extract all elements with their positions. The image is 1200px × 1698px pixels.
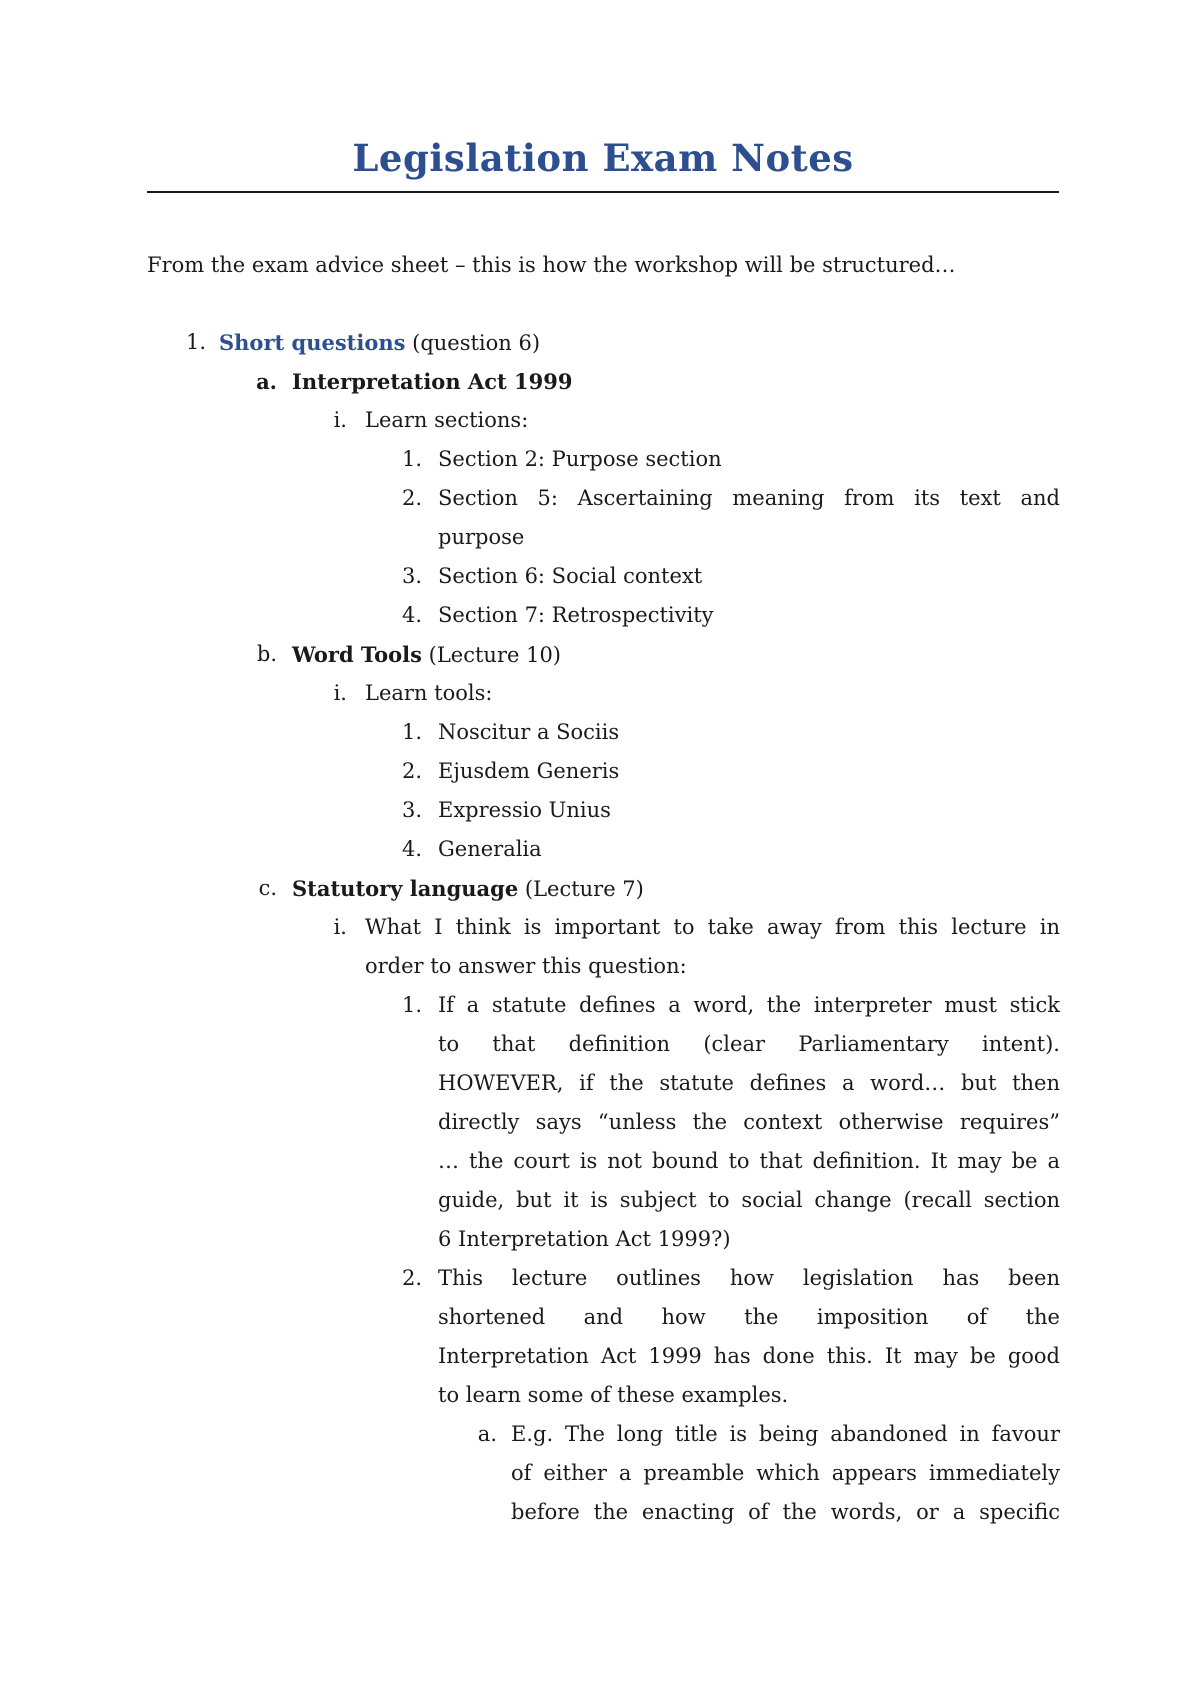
list-item-paragraph bbox=[438, 986, 1060, 1259]
list-number: 2. bbox=[401, 759, 422, 783]
list-number: 1. bbox=[401, 447, 422, 471]
list-number: 4. bbox=[401, 837, 422, 861]
page-title: Legislation Exam Notes bbox=[352, 136, 854, 180]
list-letter: b. bbox=[256, 642, 277, 666]
list-number: 1. bbox=[401, 993, 422, 1017]
text-line: This lecture outlines how legislation has been bbox=[438, 1266, 1060, 1290]
list-roman: i. bbox=[333, 915, 347, 939]
list-letter: c. bbox=[258, 876, 277, 900]
text-line: shortened and how the imposition of the bbox=[438, 1305, 1060, 1329]
intro-text: From the exam advice sheet – this is how the workshop will be structured… bbox=[147, 253, 956, 277]
text-line: purpose bbox=[438, 525, 525, 549]
list-item-text: Noscitur a Sociis bbox=[438, 720, 620, 744]
list-item-paragraph bbox=[438, 479, 1060, 557]
subsection-heading: Word Tools bbox=[292, 642, 422, 667]
text-line: Interpretation Act 1999 has done this. It may be good bbox=[438, 1344, 1060, 1368]
list-number: 2. bbox=[401, 486, 422, 510]
text-line: E.g. The long title is being abandoned in favour bbox=[511, 1422, 1060, 1446]
text-line: of either a preamble which appears immediately bbox=[511, 1461, 1060, 1485]
list-item-statutory-language bbox=[292, 869, 644, 908]
list-item-paragraph bbox=[511, 1415, 1060, 1532]
section-note: (question 6) bbox=[412, 331, 541, 355]
list-item-text: Expressio Unius bbox=[438, 798, 611, 822]
subsection-note: (Lecture 10) bbox=[428, 643, 562, 667]
text-line: Section 5: Ascertaining meaning from its text and bbox=[438, 486, 1060, 510]
text-line: to that definition (clear Parliamentary intent). bbox=[438, 1032, 1060, 1056]
list-item-short-questions bbox=[219, 323, 540, 362]
text-line: order to answer this question: bbox=[365, 954, 687, 978]
list-item-text: Learn tools: bbox=[365, 681, 493, 705]
list-letter: a. bbox=[477, 1422, 497, 1446]
list-letter: a. bbox=[256, 369, 277, 394]
list-item-paragraph bbox=[365, 908, 1060, 986]
list-number: 3. bbox=[401, 798, 422, 822]
title-underline bbox=[147, 191, 1059, 193]
subsection-heading: Interpretation Act 1999 bbox=[292, 369, 573, 394]
list-number: 3. bbox=[401, 564, 422, 588]
text-line: HOWEVER, if the statute defines a word… but then bbox=[438, 1071, 1060, 1095]
text-line: guide, but it is subject to social change (recall section bbox=[438, 1188, 1060, 1212]
text-line: to learn some of these examples. bbox=[438, 1383, 789, 1407]
subsection-heading: Statutory language bbox=[292, 876, 519, 901]
list-item-word-tools bbox=[292, 635, 561, 674]
list-item-text: Ejusdem Generis bbox=[438, 759, 620, 783]
subsection-note: (Lecture 7) bbox=[524, 877, 644, 901]
list-roman: i. bbox=[333, 408, 347, 432]
list-item-text: Generalia bbox=[438, 837, 542, 861]
list-item-text: Section 6: Social context bbox=[438, 564, 703, 588]
section-heading: Short questions bbox=[219, 330, 406, 355]
list-number: 2. bbox=[401, 1266, 422, 1290]
text-line: What I think is important to take away from this lecture in bbox=[365, 915, 1060, 939]
list-item-text: Learn sections: bbox=[365, 408, 529, 432]
list-roman: i. bbox=[333, 681, 347, 705]
text-line: If a statute defines a word, the interpreter must stick bbox=[438, 993, 1060, 1017]
list-item-text: Section 7: Retrospectivity bbox=[438, 603, 714, 627]
list-number: 4. bbox=[401, 603, 422, 627]
list-number: 1. bbox=[185, 330, 206, 354]
text-line: 6 Interpretation Act 1999?) bbox=[438, 1227, 731, 1251]
list-item-paragraph bbox=[438, 1259, 1060, 1415]
text-line: directly says “unless the context otherwise requires” bbox=[438, 1110, 1060, 1134]
list-item-text: Section 2: Purpose section bbox=[438, 447, 722, 471]
list-number: 1. bbox=[401, 720, 422, 744]
text-line: before the enacting of the words, or a specific bbox=[511, 1500, 1060, 1524]
text-line: … the court is not bound to that definition. It may be a bbox=[438, 1149, 1060, 1173]
